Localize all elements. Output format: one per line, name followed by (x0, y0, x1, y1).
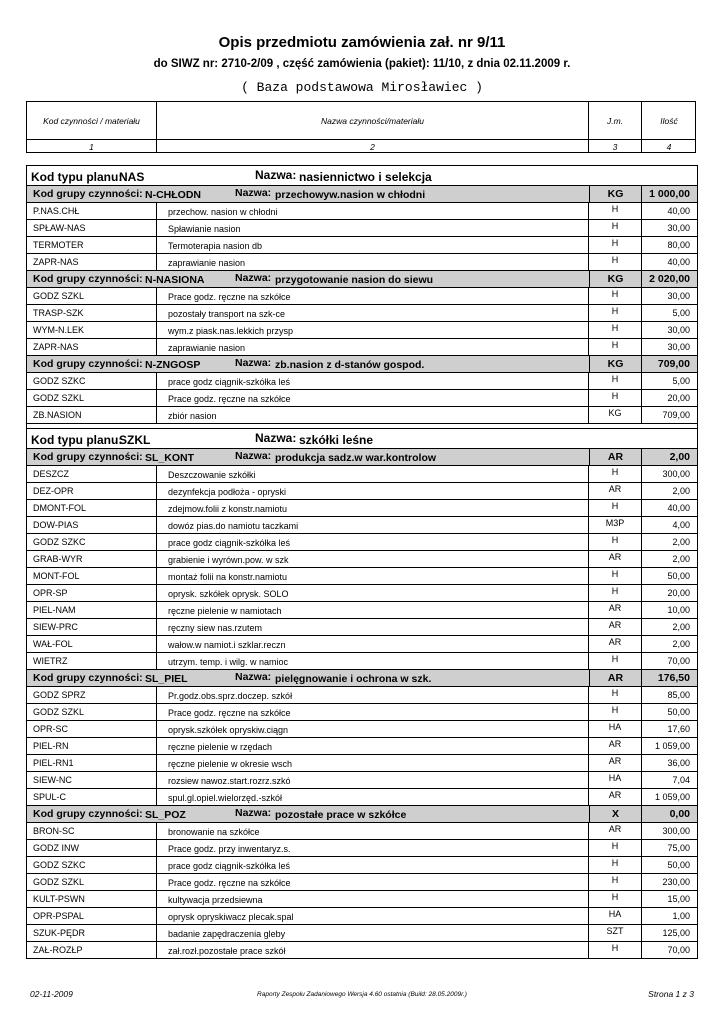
item-unit: H (589, 373, 642, 389)
item-code: TRASP-SZK (27, 305, 157, 321)
item-unit: AR (589, 619, 642, 635)
item-code: ZAPR-NAS (27, 254, 157, 270)
group-row (27, 271, 697, 288)
item-qty: 20,00 (667, 393, 690, 403)
item-qty: 50,00 (667, 707, 690, 717)
item-qty: 30,00 (667, 342, 690, 352)
item-qty: 2,00 (672, 537, 690, 547)
item-qty: 40,00 (667, 503, 690, 513)
item-unit: M3P (589, 517, 642, 533)
group-name-label: Nazwa: (235, 807, 272, 819)
item-qty: 80,00 (667, 240, 690, 250)
plan-code: SZKL (119, 433, 151, 447)
item-code: SPŁAW-NAS (27, 220, 157, 236)
group-label: Kod grupy czynności: (33, 188, 143, 200)
document-subtitle: do SIWZ nr: 2710-2/09 , część zamówienia (pakiet): 11/10, z dnia 02.11.2009 r. (153, 58, 571, 70)
item-code: WYM-N.LEK (27, 322, 157, 338)
item-unit: H (589, 874, 642, 890)
item-name: kultywacja przedsiewna (157, 891, 589, 907)
group-name: przygotowanie nasion do siewu (275, 274, 434, 286)
item-unit: H (589, 942, 642, 958)
item-unit: H (589, 687, 642, 703)
table-row (27, 534, 697, 551)
header-name-num: 2 (157, 139, 588, 154)
table-body (26, 165, 698, 959)
item-qty: 50,00 (667, 860, 690, 870)
table-row (27, 203, 697, 220)
group-unit: AR (589, 449, 642, 465)
group-name-label: Nazwa: (235, 187, 272, 199)
group-code: SL_POZ (145, 809, 186, 821)
item-code: GODZ SZKL (27, 704, 157, 720)
item-name: Deszczowanie szkółki (157, 466, 589, 482)
table-row (27, 551, 697, 568)
group-name-label: Nazwa: (235, 272, 272, 284)
item-code: BRON-SC (27, 823, 157, 839)
item-code: GODZ SZKL (27, 288, 157, 304)
group-name: zb.nasion z d-stanów gospod. (275, 359, 425, 371)
item-qty: 4,00 (672, 520, 690, 530)
group-name: produkcja sadz.w war.kontrolow (275, 452, 437, 464)
plan-code: NAS (119, 170, 145, 184)
item-name: ręczny siew nas.rzutem (157, 619, 589, 635)
header-col-qty (642, 102, 696, 152)
header-name-label: Nazwa czynności/materiału (321, 115, 424, 126)
plan-label: Kod typu planu: (31, 170, 123, 184)
item-name: Prace godz. ręczne na szkółce (157, 704, 589, 720)
item-code: PIEL-RN (27, 738, 157, 754)
footer-report: Raporty Zespołu Zadaniowego Wersja 4.60 ostatnia (Build: 28.05.2009r.) (257, 991, 467, 998)
item-code: ZB.NASION (27, 407, 157, 423)
table-row (27, 721, 697, 738)
table-row (27, 237, 697, 254)
item-qty: 2,00 (672, 622, 690, 632)
item-unit: H (589, 237, 642, 253)
table-row (27, 288, 697, 305)
item-name: prace godz ciągnik-szkółka leś (157, 534, 589, 550)
document-title: Opis przedmiotu zamówienia zał. nr 9/11 (218, 34, 506, 51)
group-unit: KG (589, 356, 642, 372)
item-name: oprysk opryskiwacz plecak.spal (157, 908, 589, 924)
item-qty: 10,00 (667, 605, 690, 615)
item-unit: AR (589, 483, 642, 499)
item-name: zbiór nasion (157, 407, 589, 423)
item-name: dezynfekcja podłoża - opryski (157, 483, 589, 499)
table-row (27, 390, 697, 407)
item-unit: H (589, 534, 642, 550)
table-row (27, 908, 697, 925)
table-row (27, 568, 697, 585)
group-name-label: Nazwa: (235, 357, 272, 369)
item-qty: 1 059,00 (654, 741, 690, 751)
item-name: przechow. nasion w chłodni (157, 203, 589, 219)
footer-page: Strona 1 z 3 (648, 989, 694, 999)
item-code: WAŁ-FOL (27, 636, 157, 652)
item-unit: H (589, 857, 642, 873)
item-unit: SZT (589, 925, 642, 941)
item-code: KULT-PSWN (27, 891, 157, 907)
item-code: GODZ SZKL (27, 874, 157, 890)
group-unit: X (589, 806, 642, 822)
item-unit: AR (589, 738, 642, 754)
item-qty: 7,04 (672, 775, 690, 785)
item-code: GODZ INW (27, 840, 157, 856)
table-row (27, 738, 697, 755)
item-name: Prace godz. przy inwentaryz.s. (157, 840, 589, 856)
item-name: utrzym. temp. i wilg. w namioc (157, 653, 589, 669)
item-name: grabienie i wyrówn.pow. w szk (157, 551, 589, 567)
item-code: DESZCZ (27, 466, 157, 482)
group-qty: 2,00 (669, 451, 690, 463)
item-code: GODZ SZKC (27, 534, 157, 550)
item-name: wym.z piask.nas.lekkich przysp (157, 322, 589, 338)
table-row (27, 823, 697, 840)
group-unit: KG (589, 186, 642, 202)
item-code: ZAPR-NAS (27, 339, 157, 355)
item-code: SIEW-PRC (27, 619, 157, 635)
group-name-label: Nazwa: (235, 450, 272, 462)
group-label: Kod grupy czynności: (33, 273, 143, 285)
item-unit: KG (589, 407, 642, 423)
item-name: zaprawianie nasion (157, 339, 589, 355)
item-qty: 300,00 (662, 826, 690, 836)
item-code: SIEW-NC (27, 772, 157, 788)
item-code: PIEL-NAM (27, 602, 157, 618)
item-code: P.NAS.CHŁ (27, 203, 157, 219)
item-unit: HA (589, 721, 642, 737)
group-label: Kod grupy czynności: (33, 358, 143, 370)
table-row (27, 466, 697, 483)
item-qty: 17,60 (667, 724, 690, 734)
item-code: GODZ SZKC (27, 373, 157, 389)
item-name: oprysk.szkółek opryskiw.ciągn (157, 721, 589, 737)
table-row (27, 322, 697, 339)
plan-row (27, 165, 697, 186)
plan-name-label: Nazwa: (255, 168, 297, 182)
item-code: OPR-SC (27, 721, 157, 737)
item-unit: AR (589, 789, 642, 805)
table-row (27, 891, 697, 908)
item-unit: H (589, 322, 642, 338)
item-code: GODZ SZKC (27, 857, 157, 873)
group-row (27, 670, 697, 687)
plan-name: nasiennictwo i selekcja (299, 170, 432, 184)
group-unit: AR (589, 670, 642, 686)
item-name: ręczne pielenie w rzędach (157, 738, 589, 754)
table-row (27, 373, 697, 390)
item-name: zdejmow.folii z konstr.namiotu (157, 500, 589, 516)
item-name: rozsiew nawoz.start.rozrz.szkó (157, 772, 589, 788)
item-code: GRAB-WYR (27, 551, 157, 567)
group-code: N-CHŁODN (145, 189, 201, 201)
item-unit: AR (589, 823, 642, 839)
item-qty: 30,00 (667, 325, 690, 335)
group-row (27, 806, 697, 823)
item-code: DOW-PIAS (27, 517, 157, 533)
item-qty: 5,00 (672, 308, 690, 318)
group-unit: KG (589, 271, 642, 287)
table-row (27, 925, 697, 942)
table-row (27, 305, 697, 322)
group-label: Kod grupy czynności: (33, 451, 143, 463)
item-unit: H (589, 500, 642, 516)
item-name: zaprawianie nasion (157, 254, 589, 270)
item-qty: 125,00 (662, 928, 690, 938)
item-code: GODZ SZKL (27, 390, 157, 406)
footer-date: 02-11-2009 (30, 989, 73, 999)
header-unit-num: 3 (589, 139, 641, 154)
group-code: N-ZNGOSP (145, 359, 201, 371)
item-qty: 1 059,00 (654, 792, 690, 802)
table-row (27, 339, 697, 356)
group-code: SL_PIEL (145, 673, 188, 685)
group-row (27, 449, 697, 466)
table-row (27, 585, 697, 602)
item-name: zał.rozł.pozostałe prace szkół (157, 942, 589, 958)
item-unit: H (589, 891, 642, 907)
item-unit: H (589, 585, 642, 601)
item-qty: 70,00 (667, 945, 690, 955)
item-name: Pr.godz.obs.sprz.doczep. szkół (157, 687, 589, 703)
item-unit: H (589, 466, 642, 482)
item-name: prace godz ciągnik-szkółka leś (157, 373, 589, 389)
item-unit: H (589, 254, 642, 270)
item-qty: 40,00 (667, 257, 690, 267)
item-name: Spławianie nasion (157, 220, 589, 236)
item-code: MONT-FOL (27, 568, 157, 584)
item-unit: H (589, 568, 642, 584)
table-row (27, 857, 697, 874)
item-name: Prace godz. ręczne na szkółce (157, 874, 589, 890)
plan-row (27, 428, 697, 449)
item-qty: 30,00 (667, 223, 690, 233)
item-qty: 36,00 (667, 758, 690, 768)
item-qty: 230,00 (662, 877, 690, 887)
item-name: ręczne pielenie w namiotach (157, 602, 589, 618)
group-name-label: Nazwa: (235, 671, 272, 683)
table-row (27, 517, 697, 534)
table-row (27, 220, 697, 237)
item-qty: 709,00 (662, 410, 690, 420)
group-qty: 2 020,00 (649, 273, 690, 285)
item-name: Prace godz. ręczne na szkółce (157, 390, 589, 406)
group-name: przechowyw.nasion w chłodni (275, 189, 426, 201)
item-qty: 2,00 (672, 486, 690, 496)
item-unit: H (589, 390, 642, 406)
item-unit: H (589, 305, 642, 321)
group-name: pielęgnowanie i ochrona w szk. (275, 673, 432, 685)
item-code: PIEL-RN1 (27, 755, 157, 771)
item-code: OPR-SP (27, 585, 157, 601)
table-row (27, 755, 697, 772)
item-unit: H (589, 220, 642, 236)
plan-name-label: Nazwa: (255, 431, 297, 445)
table-row (27, 619, 697, 636)
item-qty: 20,00 (667, 588, 690, 598)
table-row (27, 602, 697, 619)
table-row (27, 687, 697, 704)
item-code: ZAŁ-ROZŁP (27, 942, 157, 958)
header-qty-label: Ilość (660, 115, 678, 126)
group-label: Kod grupy czynności: (33, 672, 143, 684)
header-unit-label: J.m. (606, 115, 624, 126)
item-unit: H (589, 203, 642, 219)
item-qty: 2,00 (672, 639, 690, 649)
table-row (27, 407, 697, 424)
item-unit: AR (589, 755, 642, 771)
item-name: Prace godz. ręczne na szkółce (157, 288, 589, 304)
item-qty: 75,00 (667, 843, 690, 853)
header-col-name (157, 102, 589, 152)
item-unit: H (589, 288, 642, 304)
item-unit: H (589, 653, 642, 669)
header-qty-num: 4 (642, 139, 696, 154)
item-unit: H (589, 704, 642, 720)
table-row (27, 254, 697, 271)
item-unit: H (589, 840, 642, 856)
header-code-label: Kod czynności / materiału (43, 115, 140, 126)
base-name: ( Baza podstawowa Mirosławiec ) (241, 80, 483, 95)
item-unit: H (589, 339, 642, 355)
header-col-code (27, 102, 157, 152)
item-qty: 5,00 (672, 376, 690, 386)
group-row (27, 186, 697, 203)
item-qty: 300,00 (662, 469, 690, 479)
item-name: oprysk. szkółek oprysk. SOLO (157, 585, 589, 601)
item-qty: 70,00 (667, 656, 690, 666)
item-name: pozostały transport na szk-ce (157, 305, 589, 321)
item-code: DEZ-OPR (27, 483, 157, 499)
item-code: OPR-PSPAL (27, 908, 157, 924)
item-code: WIETRZ (27, 653, 157, 669)
item-name: prace godz ciągnik-szkółka leś (157, 857, 589, 873)
group-code: SL_KONT (145, 452, 195, 464)
group-row (27, 356, 697, 373)
item-unit: AR (589, 636, 642, 652)
table-row (27, 483, 697, 500)
table-row (27, 653, 697, 670)
item-code: SZUK-PĘDR (27, 925, 157, 941)
item-unit: AR (589, 602, 642, 618)
group-qty: 0,00 (669, 808, 690, 820)
item-unit: HA (589, 908, 642, 924)
item-qty: 50,00 (667, 571, 690, 581)
item-name: dowóz pias.do namiotu taczkami (157, 517, 589, 533)
item-name: wałow.w namiot.i szklar.reczn (157, 636, 589, 652)
table-row (27, 840, 697, 857)
group-code: N-NASIONA (145, 274, 205, 286)
header-col-unit (589, 102, 642, 152)
table-row (27, 789, 697, 806)
table-header (26, 101, 696, 153)
group-label: Kod grupy czynności: (33, 808, 143, 820)
table-row (27, 874, 697, 891)
group-name: pozostałe prace w szkółce (275, 809, 407, 821)
item-name: Termoterapia nasion db (157, 237, 589, 253)
table-row (27, 636, 697, 653)
plan-name: szkółki leśne (299, 433, 374, 447)
item-qty: 1,00 (672, 911, 690, 921)
item-name: bronowanie na szkółce (157, 823, 589, 839)
item-name: spul.gl.opiel.wielorzęd.-szkół (157, 789, 589, 805)
item-name: ręczne pielenie w okresie wsch (157, 755, 589, 771)
item-code: GODZ SPRZ (27, 687, 157, 703)
item-code: DMONT-FOL (27, 500, 157, 516)
group-qty: 1 000,00 (649, 188, 690, 200)
item-unit: HA (589, 772, 642, 788)
item-name: montaż folii na konstr.namiotu (157, 568, 589, 584)
item-qty: 30,00 (667, 291, 690, 301)
table-row (27, 942, 697, 959)
table-row (27, 772, 697, 789)
item-qty: 15,00 (667, 894, 690, 904)
header-code-num: 1 (27, 139, 156, 154)
table-row (27, 500, 697, 517)
group-qty: 709,00 (657, 358, 690, 370)
item-name: badanie zapędraczenia gleby (157, 925, 589, 941)
group-qty: 176,50 (657, 672, 690, 684)
item-unit: AR (589, 551, 642, 567)
item-qty: 2,00 (672, 554, 690, 564)
item-qty: 40,00 (667, 206, 690, 216)
plan-label: Kod typu planu: (31, 433, 123, 447)
item-code: TERMOTER (27, 237, 157, 253)
item-code: SPUL-C (27, 789, 157, 805)
table-row (27, 704, 697, 721)
item-qty: 85,00 (667, 690, 690, 700)
